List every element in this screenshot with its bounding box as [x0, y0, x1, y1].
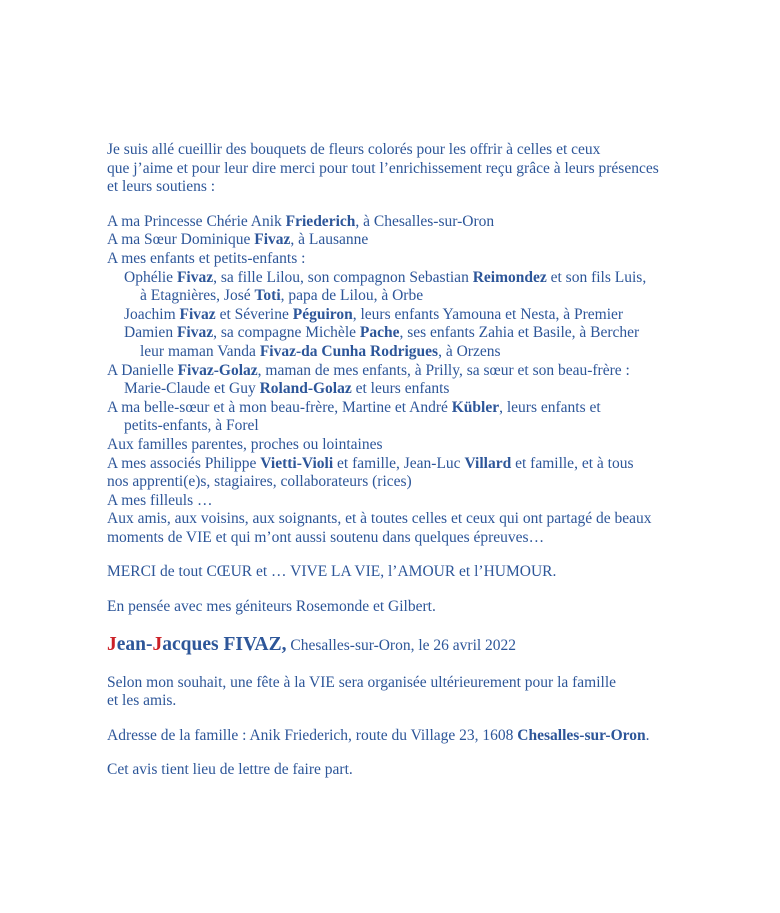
text-line [107, 160, 747, 179]
text-segment: . [645, 726, 650, 744]
text-segment: à Etagnières, José [140, 287, 255, 305]
text-segment: Fivaz [176, 324, 214, 342]
text-line [107, 692, 747, 711]
text-segment: A mes filleuls … [107, 491, 213, 509]
text-segment: , ses enfants Zahia et Basile, à Bercher [399, 324, 640, 342]
text-segment: et son fils Luis, [546, 268, 647, 286]
paragraph-intro [107, 141, 747, 197]
text-segment: Villard [464, 454, 512, 472]
text-line [107, 343, 747, 362]
text-segment: Cet avis tient lieu de lettre de faire part. [107, 761, 353, 779]
text-segment: , papa de Lilou, à Orbe [280, 287, 424, 305]
text-line [107, 436, 747, 455]
text-segment: A mes enfants et petits-enfants : [107, 249, 306, 267]
paragraph-dedications [107, 213, 747, 548]
text-line [107, 727, 747, 746]
text-line [107, 598, 747, 617]
paragraph-signature [107, 633, 747, 658]
document-content [107, 141, 747, 780]
text-line [107, 473, 747, 492]
text-segment: A mes associés Philippe [107, 454, 261, 472]
text-segment: Selon mon souhait, une fête à la VIE sera organisée ultérieurement pour la famille [107, 673, 617, 691]
text-segment: moments de VIE et qui m’ont aussi soutenu dans quelques épreuves… [107, 528, 545, 546]
text-segment: Roland-Golaz [259, 380, 352, 398]
text-segment: et famille, et à tous [511, 454, 634, 472]
text-segment: et leurs soutiens : [107, 178, 216, 196]
text-segment: En pensée avec mes géniteurs Rosemonde et Gilbert. [107, 598, 436, 616]
text-segment: Je suis allé cueillir des bouquets de fleurs colorés pour les offrir à celles et ceux [107, 141, 601, 158]
paragraph-merci [107, 563, 747, 582]
text-line [107, 455, 747, 474]
text-line [107, 380, 747, 399]
text-segment: Chesalles-sur-Oron, le 26 avril 2022 [286, 636, 517, 654]
text-segment: Péguiron [292, 305, 353, 323]
text-segment: et famille, Jean-Luc [333, 454, 465, 472]
text-line [107, 510, 747, 529]
text-segment: Toti [254, 287, 281, 305]
text-line [107, 324, 747, 343]
text-line [107, 213, 747, 232]
text-line [107, 399, 747, 418]
text-segment: Aux familles parentes, proches ou lointaines [107, 435, 383, 453]
text-segment: et les amis. [107, 692, 177, 710]
text-segment: Reimondez [472, 268, 547, 286]
text-line [107, 633, 747, 658]
text-line [107, 362, 747, 381]
text-segment: , à Chesalles-sur-Oron [355, 212, 495, 230]
paragraph-avis [107, 761, 747, 780]
text-segment: A ma Sœur Dominique [107, 231, 255, 249]
text-line [107, 563, 747, 582]
text-segment: Ophélie [124, 268, 177, 286]
text-segment: A ma Princesse Chérie Anik [107, 212, 286, 230]
text-segment: Adresse de la famille : Anik Friederich, route du Village 23, 1608 [107, 726, 518, 744]
text-segment: , leurs enfants et [499, 398, 601, 416]
text-segment: nos apprenti(e)s, stagiaires, collaborateurs (rices) [107, 473, 412, 491]
text-segment: , à Lausanne [290, 231, 369, 249]
text-segment: Joachim [124, 305, 180, 323]
text-segment: Fivaz [179, 305, 216, 323]
text-segment: Aux amis, aux voisins, aux soignants, et à toutes celles et ceux qui ont partagé de beaux [107, 510, 652, 528]
text-line [107, 306, 747, 325]
text-line [107, 141, 747, 160]
text-segment: et Séverine [215, 305, 293, 323]
text-segment: , sa fille Lilou, son compagnon Sebastian [213, 268, 473, 286]
paragraph-fete [107, 674, 747, 711]
text-segment: Kübler [451, 398, 500, 416]
text-segment: et leurs enfants [351, 380, 450, 398]
text-line [107, 529, 747, 548]
text-segment: Marie-Claude et Guy [124, 380, 260, 398]
text-segment: petits-enfants, à Forel [124, 417, 259, 435]
text-segment: , sa compagne Michèle [213, 324, 360, 342]
text-segment: leur maman Vanda [140, 342, 260, 360]
text-segment: Chesalles-sur-Oron [517, 726, 646, 744]
text-line [107, 492, 747, 511]
paragraph-pensee [107, 598, 747, 617]
text-segment: A Danielle [107, 361, 178, 379]
text-segment: Fivaz-da Cunha Rodrigues [259, 342, 439, 360]
text-segment: , leurs enfants Yamouna et Nesta, à Premier [352, 305, 624, 323]
text-line [107, 674, 747, 693]
red-initial-letter: J [152, 633, 163, 655]
paragraph-adresse [107, 727, 747, 746]
text-segment: , maman de mes enfants, à Prilly, sa sœur et son beau-frère : [257, 361, 630, 379]
text-segment: Fivaz [254, 231, 291, 249]
text-line [107, 250, 747, 269]
text-segment: ean- [116, 633, 153, 655]
text-segment: Pache [359, 324, 400, 342]
text-segment: Damien [124, 324, 177, 342]
text-line [107, 231, 747, 250]
text-segment: A ma belle-sœur et à mon beau-frère, Martine et André [107, 398, 452, 416]
text-segment: Vietti-Violi [260, 454, 334, 472]
text-line [107, 178, 747, 197]
text-segment: Fivaz [176, 268, 214, 286]
text-segment: Fivaz-Golaz [177, 361, 258, 379]
text-line [107, 761, 747, 780]
text-line [107, 417, 747, 436]
text-segment: que j’aime et pour leur dire merci pour tout l’enrichissement reçu grâce à leurs présences [107, 159, 659, 177]
text-segment: acques FIVAZ, [162, 633, 287, 655]
text-line [107, 269, 747, 288]
text-line [107, 287, 747, 306]
red-initial-letter: J [107, 633, 117, 655]
text-segment: MERCI de tout CŒUR et … VIVE LA VIE, l’AMOUR et l’HUMOUR. [107, 563, 557, 581]
text-segment: Friederich [285, 212, 356, 230]
text-segment: , à Orzens [438, 342, 501, 360]
